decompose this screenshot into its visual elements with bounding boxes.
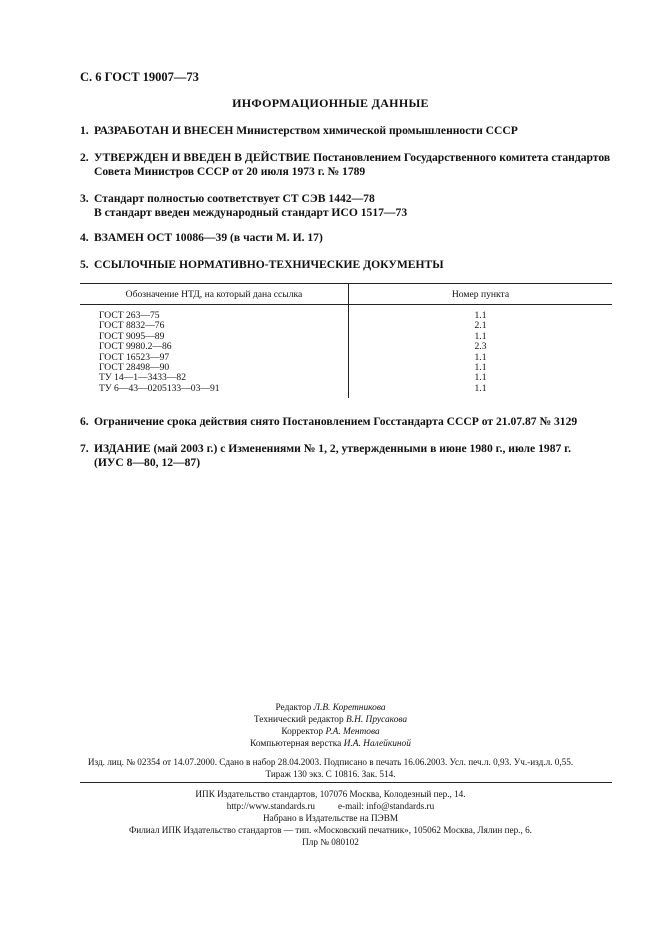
- imprint-footer: [0, 788, 661, 848]
- table-cell: ГОСТ 16523—97: [80, 353, 349, 363]
- table-cell: 1.1: [474, 362, 487, 374]
- credits-block: [0, 702, 661, 750]
- publication-info: [0, 756, 661, 780]
- table-cell: ТУ 14—1—3433—82: [80, 373, 349, 383]
- item-4: [80, 231, 620, 245]
- item-2: [80, 151, 620, 179]
- item-text: (май 2003 г.) с Изменениями № 1, 2, утвержденными в июне 1980 г., июле 1987 г.: [150, 442, 572, 455]
- item-line2: В стандарт введен международный стандарт ИСО 1517—73: [94, 206, 408, 219]
- item-number: 6.: [80, 415, 89, 428]
- credit-role: Компьютерная верстка: [250, 739, 342, 749]
- item-6: [80, 415, 620, 429]
- web-contacts: [0, 800, 661, 812]
- table-cell: ГОСТ 9095—89: [80, 332, 349, 342]
- item-5: [80, 258, 620, 272]
- item-7: [80, 442, 620, 470]
- publication-line-2: Тираж 130 экз. С 10816. Зак. 514.: [265, 769, 396, 779]
- item-line2: Совета Министров СССР от 20 июля 1973 г. № 1789: [94, 165, 366, 178]
- item-3: [80, 192, 620, 220]
- credit-name: В.Н. Прусакова: [346, 715, 408, 725]
- credit-line: [0, 702, 661, 714]
- website-link[interactable]: http://www.standards.ru: [226, 801, 315, 811]
- item-text: Ограничение срока действия снято Постановлением Госстандарта СССР от 21.07.87 № 3129: [94, 415, 578, 428]
- item-line2: (ИУС 8—80, 12—87): [94, 456, 201, 469]
- item-number: 2.: [80, 151, 89, 164]
- item-number: 7.: [80, 442, 89, 455]
- item-text: ОСТ 10086—39 (в части М. И. 17): [143, 231, 323, 244]
- page-header: С. 6 ГОСТ 19007—73: [80, 70, 199, 84]
- page-title: ИНФОРМАЦИОННЫЕ ДАННЫЕ: [232, 96, 429, 110]
- column-header-designation: Обозначение НТД, на который дана ссылка: [80, 284, 349, 305]
- item-bold: ССЫЛОЧНЫЕ НОРМАТИВНО-ТЕХНИЧЕСКИЕ ДОКУМЕНТЫ: [94, 258, 444, 271]
- credit-line: [0, 738, 661, 750]
- item-number: 3.: [80, 192, 89, 205]
- table-cell: ГОСТ 9980.2—86: [80, 342, 349, 352]
- credit-role: Технический редактор: [253, 715, 344, 725]
- item-text: Стандарт полностью соответствует СТ СЭВ 1442—78: [94, 192, 375, 205]
- table-row: [80, 384, 612, 398]
- item-bold: ИЗДАНИЕ: [94, 442, 151, 455]
- credit-name: Р.А. Ментова: [325, 727, 380, 737]
- item-text: Постановлением Государственного комитета стандартов: [310, 151, 611, 164]
- table-cell: 2.3: [474, 341, 487, 353]
- item-text: Министерством химической промышленности СССР: [233, 124, 518, 137]
- publisher-address: ИПК Издательство стандартов, 107076 Москва, Колодезный пер., 14.: [195, 789, 466, 799]
- table-cell: 1.1: [474, 330, 487, 342]
- item-1: [80, 124, 620, 138]
- credit-role: Корректор: [281, 727, 324, 737]
- email-link[interactable]: e-mail: info@standards.ru: [337, 801, 435, 811]
- table-cell: 1.1: [474, 351, 487, 363]
- table-cell: 1.1: [474, 310, 487, 321]
- footer-divider: [80, 782, 612, 783]
- credit-role: Редактор: [275, 703, 312, 713]
- credit-line: [0, 714, 661, 726]
- table-cell: ГОСТ 28498—90: [80, 363, 349, 373]
- column-header-clause: Номер пункта: [349, 284, 613, 305]
- table-cell: 2.1: [474, 320, 487, 332]
- table-cell: 1.1: [474, 382, 487, 394]
- credit-name: И.А. Налейкиной: [343, 739, 411, 749]
- reference-table: [80, 283, 612, 398]
- credit-name: Л.В. Коретникова: [313, 703, 386, 713]
- credit-line: [0, 726, 661, 738]
- table-cell: ТУ 6—43—0205133—03—91: [80, 384, 349, 398]
- table-cell: ГОСТ 8832—76: [80, 321, 349, 331]
- item-bold: РАЗРАБОТАН И ВНЕСЕН: [94, 124, 234, 137]
- publication-line-1: Изд. лиц. № 02354 от 14.07.2000. Сдано в набор 28.04.2003. Подписано в печать 16.06.2003. Усл. печ.л. 0,93. Уч.-изд.л. 0,55.: [87, 757, 574, 767]
- item-bold: УТВЕРЖДЕН И ВВЕДЕН В ДЕЙСТВИЕ: [94, 151, 311, 164]
- typeset-note: Набрано в Издательстве на ПЭВМ: [262, 813, 399, 823]
- branch-address: Филиал ИПК Издательство стандартов — тип. «Московский печатник», 105062 Москва, Лялин пер., 6.: [129, 825, 532, 835]
- table-cell: ГОСТ 263—75: [80, 305, 349, 322]
- table-cell: 1.1: [474, 372, 487, 384]
- item-bold: ВЗАМЕН: [94, 231, 144, 244]
- item-number: 1.: [80, 124, 89, 137]
- item-number: 4.: [80, 231, 89, 244]
- item-number: 5.: [80, 258, 89, 271]
- plr-number: Плр № 080102: [302, 837, 359, 847]
- table-row: [80, 305, 612, 322]
